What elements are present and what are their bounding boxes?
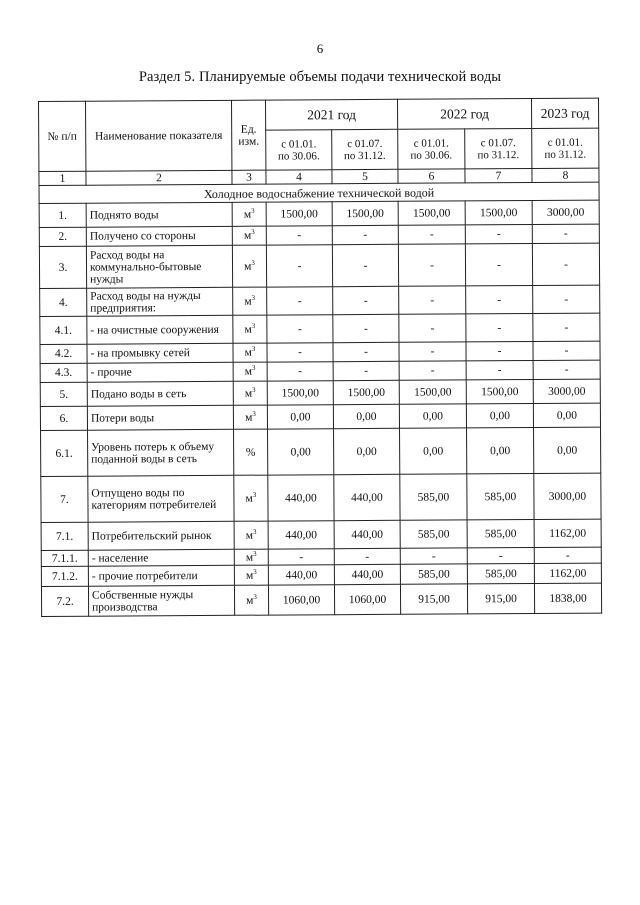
unit-superscript: 3 — [253, 549, 257, 558]
unit-superscript: 3 — [251, 344, 256, 353]
unit-cell — [232, 245, 266, 287]
value-cell: 440,00 — [268, 521, 334, 549]
value-cell: 0,00 — [333, 404, 399, 428]
value-cell: - — [266, 245, 332, 287]
unit-cell — [232, 226, 266, 245]
row-number: 7. — [41, 476, 88, 522]
value-cell: 915,00 — [467, 583, 534, 613]
unit-superscript: 3 — [253, 592, 257, 601]
unit-label: м — [245, 411, 253, 424]
value-cell: 1162,00 — [534, 563, 601, 583]
indicator-name: - прочие — [87, 362, 233, 382]
unit-label: м — [244, 365, 253, 378]
header-year-2021: 2021 год — [265, 99, 397, 130]
value-cell: 1500,00 — [332, 201, 398, 225]
value-cell: 585,00 — [400, 474, 467, 520]
unit-cell — [234, 585, 268, 615]
row-number: 3. — [39, 246, 86, 288]
indicator-name: - на очистные сооружения — [87, 315, 233, 344]
header-year-2022: 2022 год — [397, 98, 531, 129]
table-row — [39, 243, 599, 288]
header-period: с 01.01. по 30.06. — [398, 129, 465, 169]
value-cell: - — [400, 548, 467, 564]
table-row — [40, 313, 600, 344]
column-number: 6 — [398, 169, 465, 183]
section-title: Раздел 5. Планируемые объемы подачи технической воды — [138, 69, 502, 85]
row-number: 7.1.1. — [41, 550, 88, 566]
value-cell: 440,00 — [334, 564, 400, 584]
value-cell: 0,00 — [533, 403, 600, 427]
table-row — [39, 200, 599, 227]
indicator-name: Отпущено воды по категориям потребителей — [88, 475, 234, 522]
unit-superscript: 3 — [252, 363, 256, 372]
table-row — [41, 427, 601, 476]
value-cell: - — [398, 244, 465, 286]
indicator-name: - на промывку сетей — [87, 343, 233, 363]
value-cell: - — [467, 547, 534, 563]
unit-superscript: 3 — [252, 527, 257, 536]
header-unit: Ед. изм. — [231, 100, 265, 170]
value-cell: - — [267, 287, 333, 315]
row-number: 2. — [39, 227, 86, 246]
value-cell: 440,00 — [334, 474, 400, 520]
header-period: с 01.01. по 30.06. — [266, 130, 332, 170]
value-cell: - — [333, 286, 399, 314]
row-number: 5. — [40, 382, 87, 406]
value-cell: 0,00 — [534, 427, 601, 473]
unit-cell — [234, 565, 268, 585]
indicator-name: Расход воды на коммунально-бытовые нужды — [86, 245, 232, 288]
value-cell: - — [533, 341, 600, 360]
column-number: 7 — [465, 168, 532, 182]
row-number: 7.1.2. — [41, 566, 88, 586]
value-cell: - — [267, 343, 333, 362]
value-cell: - — [465, 224, 532, 243]
value-cell: 1060,00 — [334, 584, 400, 614]
indicator-name: - население — [88, 549, 234, 566]
table-row — [40, 403, 600, 430]
indicator-name: Получено со стороны — [86, 226, 232, 246]
row-number: 4.2. — [40, 344, 87, 363]
header-period: с 01.07. по 31.12. — [465, 128, 532, 168]
row-number: 7.1. — [41, 522, 88, 550]
row-number: 1. — [39, 203, 86, 227]
value-cell: - — [466, 360, 533, 379]
value-cell: - — [534, 547, 601, 563]
unit-cell — [232, 202, 266, 226]
column-number: 8 — [532, 168, 599, 182]
unit-label: м — [245, 529, 254, 542]
unit-cell — [233, 315, 267, 343]
unit-superscript: 3 — [251, 206, 255, 215]
value-cell: 1162,00 — [534, 519, 601, 547]
value-cell: - — [267, 362, 333, 381]
header-period: с 01.07. по 31.12. — [332, 129, 398, 169]
value-cell: 3000,00 — [534, 473, 601, 519]
value-cell: - — [333, 342, 399, 361]
value-cell: 3000,00 — [532, 200, 599, 224]
value-cell: - — [466, 341, 533, 360]
value-cell: 3000,00 — [533, 379, 600, 403]
table-row — [40, 379, 600, 406]
value-cell: - — [333, 314, 399, 342]
value-cell: 440,00 — [334, 520, 400, 548]
row-number: 4.1. — [40, 316, 87, 344]
table-row — [41, 519, 601, 550]
unit-superscript: 3 — [251, 258, 255, 267]
indicator-name: - прочие потребители — [88, 565, 234, 586]
unit-superscript: 3 — [251, 227, 255, 236]
value-cell: 1838,00 — [534, 583, 601, 613]
value-cell: - — [532, 243, 599, 285]
unit-label: м — [243, 229, 252, 242]
unit-cell — [234, 549, 268, 565]
value-cell: 0,00 — [400, 428, 467, 474]
indicator-name: Потребительский рынок — [88, 521, 234, 550]
header-name: Наименование показателя — [86, 100, 232, 171]
section-heading: Холодное водоснабжение технической водой — [39, 182, 599, 203]
value-cell: - — [332, 244, 398, 286]
value-cell: - — [466, 285, 533, 313]
row-number: 7.2. — [41, 586, 88, 616]
header-period: с 01.01. по 31.12. — [532, 128, 599, 168]
unit-cell — [233, 362, 267, 381]
value-cell: - — [399, 286, 466, 314]
water-supply-table — [38, 98, 602, 617]
value-cell: 1500,00 — [399, 380, 466, 404]
unit-label: м — [245, 551, 254, 564]
unit-cell — [233, 343, 267, 362]
value-cell: 585,00 — [467, 519, 534, 547]
value-cell: - — [398, 225, 465, 244]
unit-superscript: 3 — [252, 409, 256, 418]
unit-cell — [233, 287, 267, 315]
value-cell: - — [532, 224, 599, 243]
value-cell: 0,00 — [268, 429, 334, 475]
row-number: 4.3. — [40, 363, 87, 382]
indicator-name: Собственные нужды производства — [88, 585, 234, 616]
value-cell: - — [267, 315, 333, 343]
column-number: 4 — [266, 170, 332, 184]
column-number: 3 — [232, 170, 266, 184]
value-cell: - — [268, 549, 334, 565]
value-cell: - — [466, 313, 533, 341]
value-cell: - — [399, 342, 466, 361]
value-cell: 1500,00 — [266, 202, 332, 226]
page-number: 6 — [316, 41, 324, 56]
value-cell: 915,00 — [400, 584, 467, 614]
column-number: 5 — [332, 169, 398, 183]
value-cell: 0,00 — [399, 404, 466, 428]
unit-label: м — [244, 260, 252, 273]
value-cell: - — [533, 360, 600, 379]
unit-label: м — [243, 208, 252, 221]
unit-label: м — [244, 323, 252, 336]
unit-superscript: 3 — [251, 321, 256, 330]
column-number: 2 — [86, 170, 232, 185]
unit-superscript: 3 — [252, 385, 256, 394]
value-cell: - — [332, 225, 398, 244]
header-year-2023: 2023 год — [531, 98, 598, 128]
value-cell: 585,00 — [467, 473, 534, 519]
table-row — [41, 473, 601, 522]
indicator-name: Уровень потерь к объему поданной воды в сеть — [88, 429, 234, 476]
indicator-name: Расход воды на нужды предприятия: — [87, 287, 233, 316]
header-no: № п/п — [39, 101, 86, 171]
value-cell: 0,00 — [466, 403, 533, 427]
value-cell: - — [533, 313, 600, 341]
value-cell: 440,00 — [268, 565, 334, 585]
value-cell: - — [333, 361, 399, 380]
unit-label: м — [245, 569, 254, 582]
unit-cell — [234, 429, 268, 475]
value-cell: 1500,00 — [466, 379, 533, 403]
value-cell: 0,00 — [267, 405, 333, 429]
unit-label: м — [245, 492, 253, 505]
row-number: 4. — [40, 288, 87, 316]
value-cell: - — [533, 285, 600, 313]
value-cell: 1500,00 — [465, 200, 532, 224]
row-number: 6. — [40, 406, 87, 430]
unit-superscript: 3 — [253, 567, 257, 576]
value-cell: 585,00 — [400, 564, 467, 584]
table-row — [41, 583, 601, 616]
unit-cell — [234, 521, 268, 549]
indicator-name: Поднято воды — [86, 202, 232, 227]
value-cell: - — [334, 548, 400, 564]
value-cell: 585,00 — [400, 520, 467, 548]
value-cell: 440,00 — [268, 475, 334, 521]
unit-superscript: 3 — [252, 490, 257, 499]
unit-label: м — [244, 346, 252, 359]
value-cell: 1500,00 — [398, 201, 465, 225]
value-cell: 585,00 — [467, 563, 534, 583]
indicator-name: Потери воды — [87, 405, 233, 430]
unit-cell — [233, 405, 267, 429]
value-cell: - — [266, 226, 332, 245]
unit-label: % — [245, 446, 256, 459]
unit-label: м — [244, 387, 253, 400]
unit-superscript: 3 — [251, 293, 256, 302]
unit-cell — [233, 381, 267, 405]
row-number: 6.1. — [41, 430, 88, 476]
unit-label: м — [244, 295, 252, 308]
value-cell: - — [399, 361, 466, 380]
value-cell: - — [399, 314, 466, 342]
value-cell: 0,00 — [467, 427, 534, 473]
value-cell: 1500,00 — [267, 381, 333, 405]
value-cell: 1060,00 — [268, 585, 334, 615]
value-cell: 0,00 — [334, 428, 400, 474]
value-cell: - — [465, 243, 532, 285]
table-row — [40, 285, 600, 316]
unit-cell — [234, 475, 268, 521]
indicator-name: Подано воды в сеть — [87, 381, 233, 406]
column-number: 1 — [39, 171, 86, 185]
value-cell: 1500,00 — [333, 380, 399, 404]
unit-label: м — [246, 594, 254, 607]
